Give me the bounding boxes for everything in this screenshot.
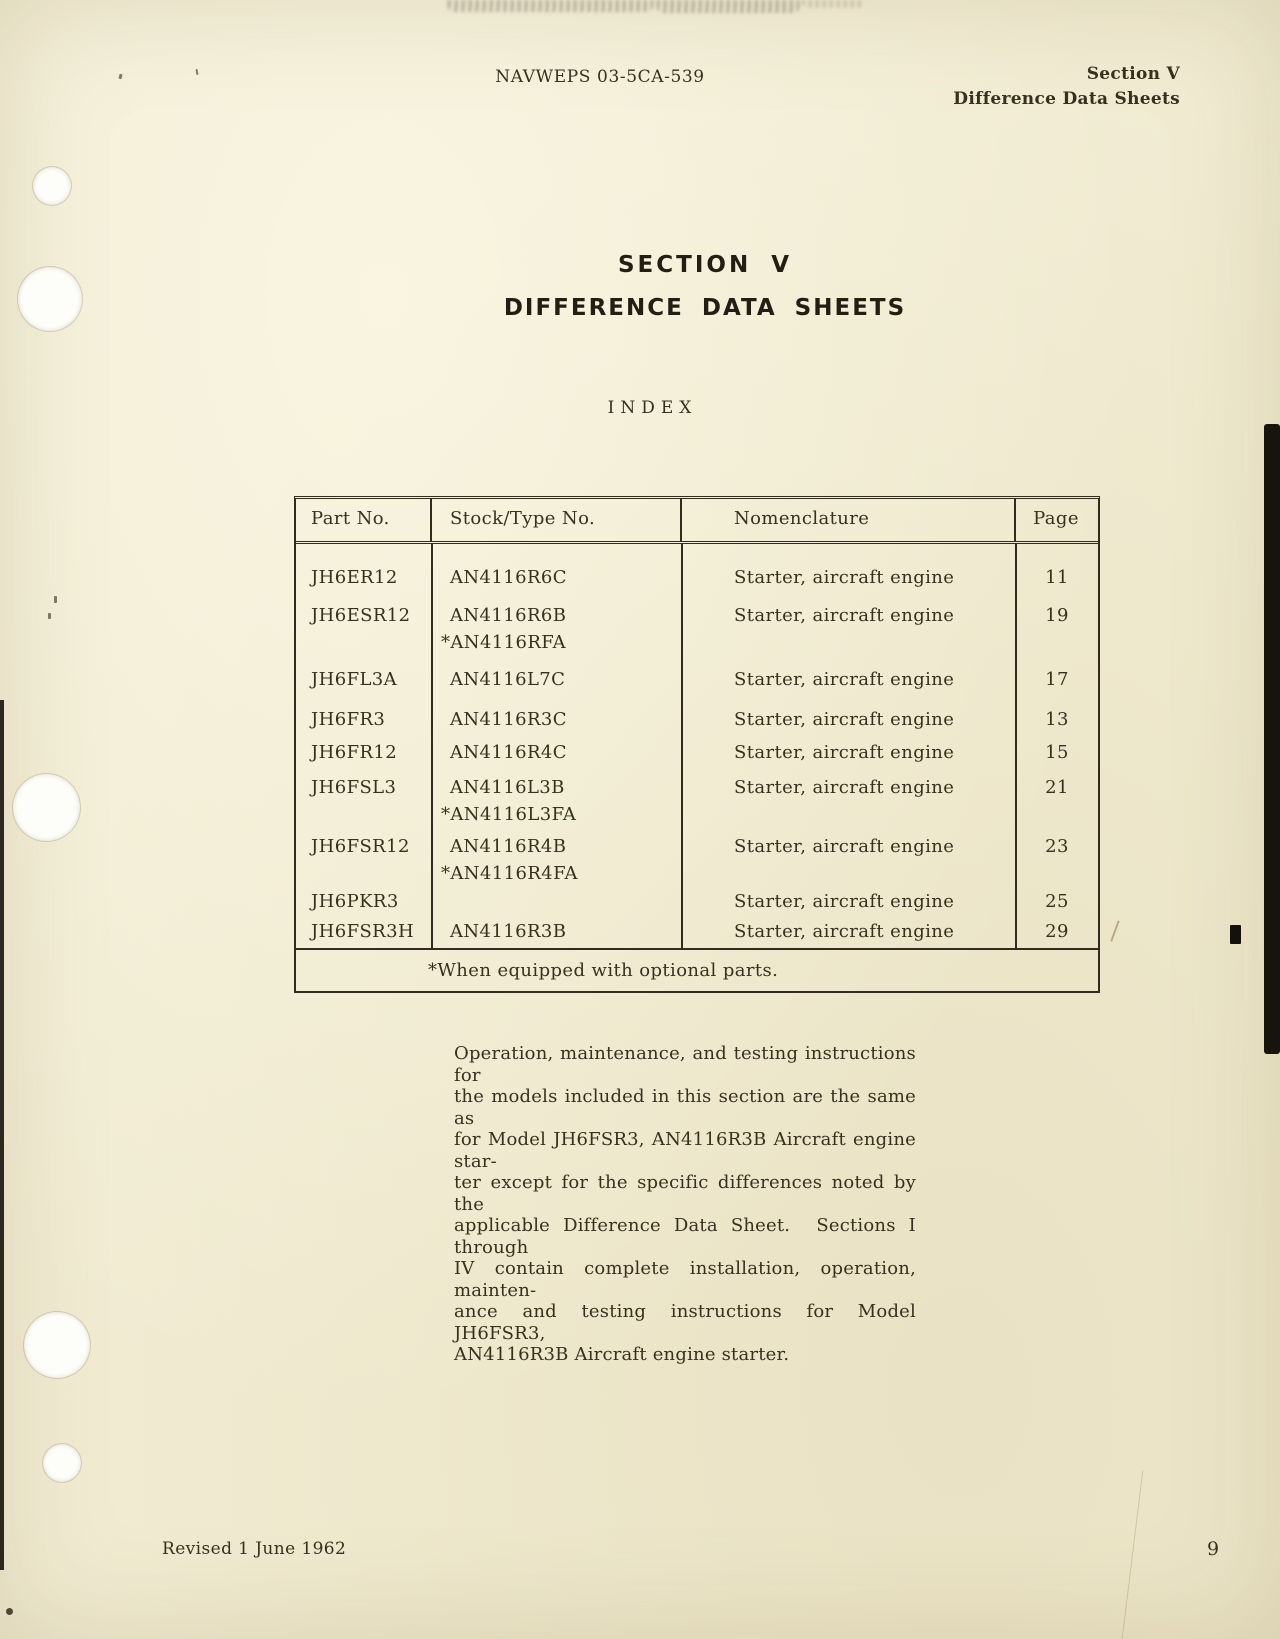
scan-mark xyxy=(1230,925,1241,944)
paragraph-line: IV contain complete installation, operation, mainten- xyxy=(454,1258,916,1301)
nomenclature-cell: Starter, aircraft engine xyxy=(734,777,955,798)
stock-no-alt: *AN4116L3FA xyxy=(441,804,577,825)
part-no-cell: JH6FL3A xyxy=(311,669,398,690)
page-number: 9 xyxy=(1207,1538,1220,1560)
page-cell: 21 xyxy=(1045,777,1069,798)
paragraph-line: applicable Difference Data Sheet. Sections I through xyxy=(454,1215,916,1258)
stock-type-cell xyxy=(432,833,682,887)
punch-hole xyxy=(13,774,80,841)
scan-speck xyxy=(48,613,51,619)
stock-no: AN4116R3C xyxy=(450,709,567,730)
paragraph-line: the models included in this section are the same as xyxy=(454,1086,916,1129)
paragraph-line: Operation, maintenance, and testing instructions for xyxy=(454,1043,916,1086)
page-cell: 25 xyxy=(1045,891,1069,912)
table-header-row xyxy=(296,499,1098,544)
stock-type-cell xyxy=(432,918,682,945)
scan-smudge xyxy=(448,0,653,12)
nomenclature-cell: Starter, aircraft engine xyxy=(734,836,955,857)
document-number: NAVWEPS 03-5CA-539 xyxy=(495,67,705,87)
stock-no-alt: *AN4116R4FA xyxy=(441,863,578,884)
stock-no-alt: *AN4116RFA xyxy=(441,632,567,653)
stock-type-cell xyxy=(432,706,682,733)
index-table xyxy=(294,496,1100,993)
stock-no: AN4116R6C xyxy=(450,567,567,588)
scan-speck xyxy=(6,1608,13,1615)
scan-smudge xyxy=(802,0,864,8)
nomenclature-cell: Starter, aircraft engine xyxy=(734,742,955,763)
part-no-cell: JH6PKR3 xyxy=(311,891,399,912)
page-cell: 15 xyxy=(1045,742,1069,763)
page-cell: 29 xyxy=(1045,921,1069,942)
part-no-cell: JH6FR3 xyxy=(311,709,386,730)
scan-smudge xyxy=(657,0,799,13)
column-header-page: Page xyxy=(1033,508,1079,529)
header-section-label: Section V xyxy=(1086,64,1180,84)
header-section-subtitle: Difference Data Sheets xyxy=(953,89,1180,109)
table-body xyxy=(296,544,1098,948)
stock-no: AN4116R6B xyxy=(450,605,567,626)
revision-date: Revised 1 June 1962 xyxy=(162,1539,347,1559)
scan-scratch xyxy=(1110,920,1119,941)
column-header-nomenclature: Nomenclature xyxy=(682,499,1016,541)
nomenclature-cell: Starter, aircraft engine xyxy=(734,567,955,588)
page-cell: 17 xyxy=(1045,669,1069,690)
punch-hole xyxy=(18,267,82,331)
part-no-cell: JH6ESR12 xyxy=(311,605,411,626)
stock-no: AN4116R4B xyxy=(450,836,567,857)
page-cell: 23 xyxy=(1045,836,1069,857)
paragraph-line: AN4116R3B Aircraft engine starter. xyxy=(454,1344,790,1365)
column-header-part-no: Part No. xyxy=(296,499,432,541)
section-subtitle: DIFFERENCE DATA SHEETS xyxy=(503,295,907,321)
stock-type-cell xyxy=(432,602,682,656)
body-paragraph xyxy=(454,1043,916,1366)
part-no-cell: JH6FSR3H xyxy=(311,921,415,942)
page-cell: 13 xyxy=(1045,709,1069,730)
scan-scratch xyxy=(1122,1471,1144,1639)
scan-edge-right xyxy=(1264,424,1280,1054)
part-no-cell: JH6ER12 xyxy=(311,567,398,588)
nomenclature-cell: Starter, aircraft engine xyxy=(734,605,955,626)
stock-type-cell xyxy=(432,564,682,591)
nomenclature-cell: Starter, aircraft engine xyxy=(734,669,955,690)
column-header-stock-type: Stock/Type No. xyxy=(432,499,682,541)
punch-hole xyxy=(43,1444,81,1482)
page-cell: 19 xyxy=(1045,605,1069,626)
header-section-block xyxy=(953,62,1180,112)
scan-edge-left xyxy=(0,700,4,1570)
page-cell: 11 xyxy=(1045,567,1069,588)
stock-type-cell xyxy=(432,774,682,828)
stock-no: AN4116R3B xyxy=(450,921,567,942)
stock-no: AN4116L3B xyxy=(450,777,565,798)
nomenclature-cell: Starter, aircraft engine xyxy=(734,891,955,912)
section-title: SECTION V xyxy=(617,252,792,278)
table-footnote: *When equipped with optional parts. xyxy=(296,948,1098,991)
paragraph-line: ance and testing instructions for Model JH6FSR3, xyxy=(454,1301,916,1344)
part-no-cell: JH6FSL3 xyxy=(311,777,397,798)
scan-speck xyxy=(54,596,57,603)
part-no-cell: JH6FSR12 xyxy=(311,836,410,857)
stock-no: AN4116L7C xyxy=(450,669,566,690)
punch-hole xyxy=(24,1312,90,1378)
punch-hole xyxy=(33,167,71,205)
stock-type-cell xyxy=(432,739,682,766)
nomenclature-cell: Starter, aircraft engine xyxy=(734,921,955,942)
part-no-cell: JH6FR12 xyxy=(311,742,398,763)
stock-no: AN4116R4C xyxy=(450,742,567,763)
paragraph-line: for Model JH6FSR3, AN4116R3B Aircraft engine star- xyxy=(454,1129,916,1172)
nomenclature-cell: Starter, aircraft engine xyxy=(734,709,955,730)
paragraph-line: ter except for the specific differences noted by the xyxy=(454,1172,916,1215)
index-heading: INDEX xyxy=(607,398,698,418)
stock-type-cell xyxy=(432,666,682,693)
